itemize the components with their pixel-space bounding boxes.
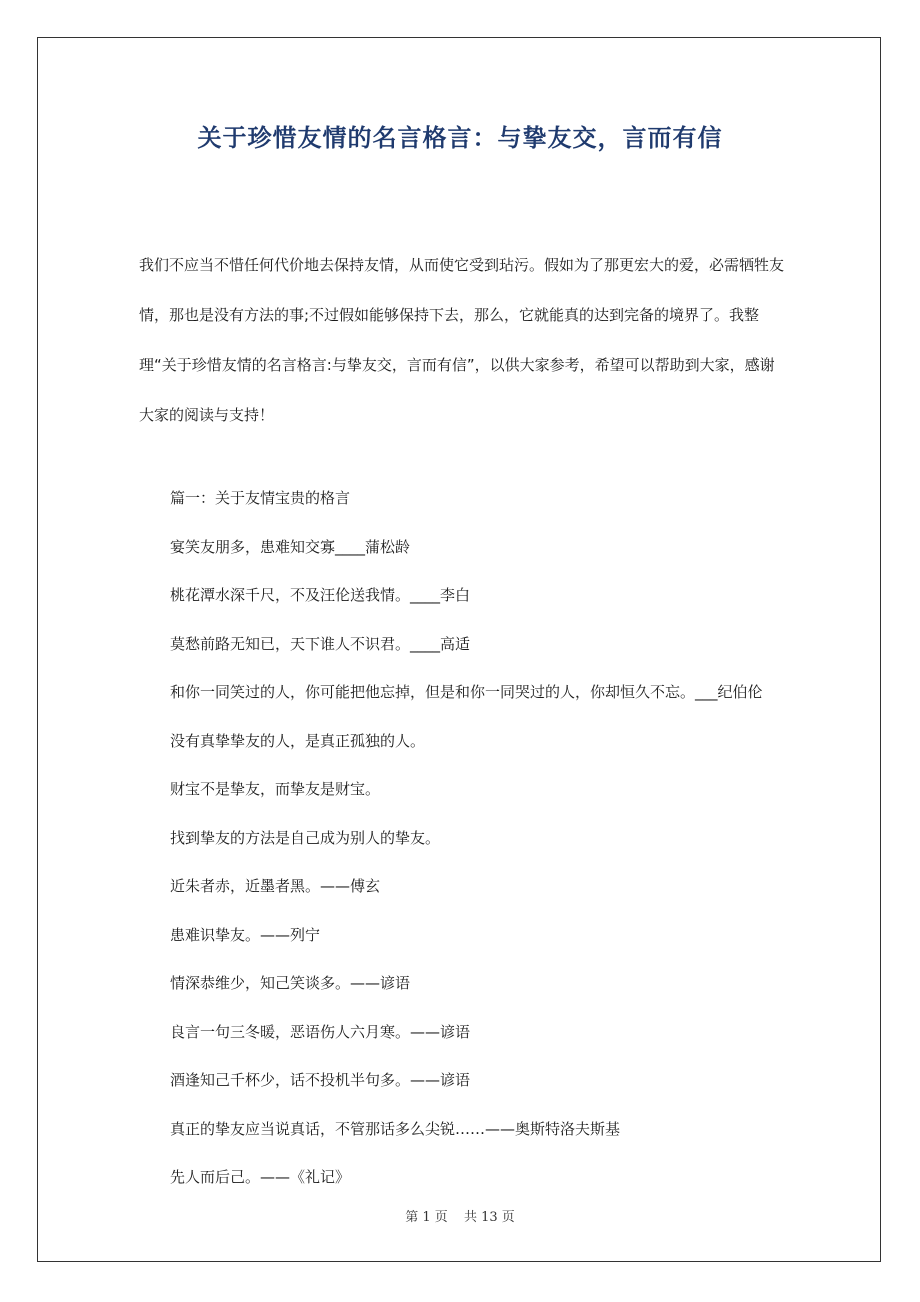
quote-item: 没有真挚挚友的人，是真正孤独的人。 [170,731,426,750]
quote-item: 莫愁前路无知已，天下谁人不识君。____高适 [170,634,471,653]
quote-item: 良言一句三冬暖，恶语伤人六月寒。——谚语 [170,1022,471,1041]
quote-item: 找到挚友的方法是自己成为别人的挚友。 [170,828,441,847]
quote-item: 先人而后己。——《礼记》 [170,1168,351,1186]
quote-item: 和你一同笑过的人，你可能把他忘掉，但是和你一同哭过的人，你却恒久不忘。___纪伯伦 [170,683,763,701]
quote-item: 宴笑友朋多，患难知交寡____蒲松龄 [170,537,411,556]
section-heading: 篇一：关于友情宝贵的格言 [170,489,351,507]
quote-item: 近朱者赤，近墨者黑。——傅玄 [170,877,381,895]
quote-item: 患难识挚友。——列宁 [170,925,321,944]
quote-item: 情深恭维少，知己笑谈多。——谚语 [170,974,411,992]
quote-item: 桃花潭水深千尺，不及汪伦送我情。____李白 [170,586,471,604]
page-footer [0,1206,920,1225]
quote-list [170,484,790,1212]
quote-item: 财宝不是挚友，而挚友是财宝。 [170,780,381,798]
page-total: 共 13 页 [463,1210,515,1225]
quote-item: 酒逢知己千杯少，话不投机半句多。——谚语 [170,1071,471,1089]
page-number: 第 1 页 [405,1210,448,1225]
document-title: 关于珍惜友情的名言格言：与挚友交，言而有信 [197,124,723,152]
quote-item: 真正的挚友应当说真话，不管那话多么尖锐……——奥斯特洛夫斯基 [170,1119,621,1138]
intro-paragraph: 我们不应当不惜任何代价地去保持友情，从而使它受到玷污。假如为了那更宏大的爱，必需牺牲友情，那也是没有方法的事;不过假如能够保持下去，那么，它就能真的达到完备的境界了。我整理“关于珍惜友情的名言格言:与挚友交，言而有信”，以供大家参考，希望可以帮助到大家，感谢大家的阅读与支持！ [139,256,785,424]
